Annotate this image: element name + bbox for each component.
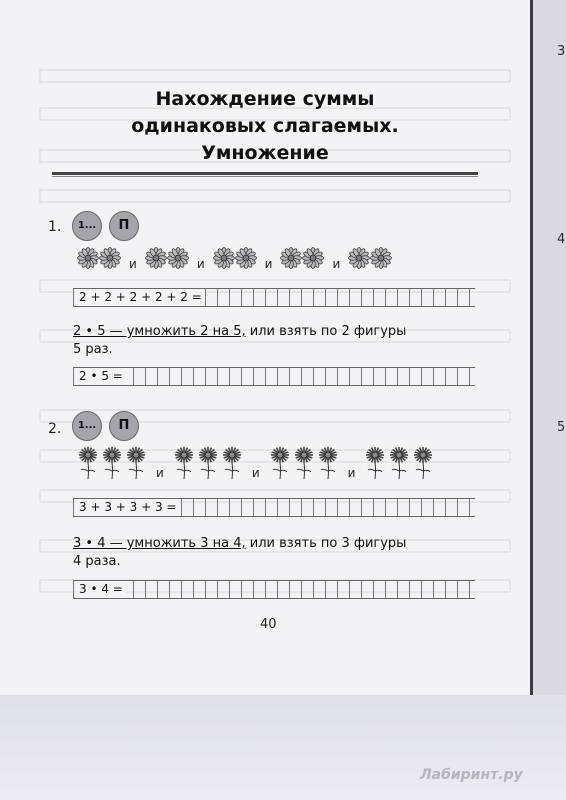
product-expression: 2 • 5 = bbox=[76, 368, 126, 385]
task-2-number: 2. bbox=[48, 421, 62, 437]
daisy-icon bbox=[235, 247, 257, 269]
daisy-icon bbox=[370, 247, 392, 269]
daisy-icon bbox=[99, 247, 121, 269]
task-1-p-badge: П bbox=[109, 211, 139, 241]
task-1-explanation bbox=[73, 323, 406, 359]
aster-icon bbox=[172, 446, 196, 480]
edge-number: 5 bbox=[557, 420, 566, 435]
task-1-level-badge: 1... bbox=[72, 211, 102, 241]
conjunction: и bbox=[332, 257, 341, 271]
edge-number: 4 bbox=[557, 232, 566, 247]
explanation-rest: или взять по 2 фигуры bbox=[245, 324, 407, 339]
watermark-logo: Лабиринт.ру bbox=[420, 767, 523, 783]
task-1-number: 1. bbox=[48, 219, 62, 235]
task-1-flowers bbox=[77, 247, 392, 269]
daisy-icon bbox=[302, 247, 324, 269]
explanation-line-2: 5 раз. bbox=[73, 342, 113, 357]
aster-icon bbox=[411, 446, 435, 480]
conjunction: и bbox=[196, 257, 205, 271]
explanation-line-2: 4 раза. bbox=[73, 554, 121, 569]
aster-icon bbox=[268, 446, 292, 480]
task-2-flowers bbox=[76, 446, 435, 480]
aster-icon bbox=[220, 446, 244, 480]
sum-expression: 2 + 2 + 2 + 2 + 2 = bbox=[76, 289, 205, 306]
conjunction: и bbox=[251, 466, 260, 480]
daisy-icon bbox=[213, 247, 235, 269]
aster-icon bbox=[196, 446, 220, 480]
conjunction: и bbox=[156, 466, 164, 480]
aster-icon bbox=[363, 446, 387, 480]
sum-expression: 3 + 3 + 3 + 3 = bbox=[76, 499, 179, 516]
daisy-icon bbox=[348, 247, 370, 269]
aster-icon bbox=[124, 446, 148, 480]
conjunction: и bbox=[264, 257, 273, 271]
aster-icon bbox=[387, 446, 411, 480]
title-divider bbox=[52, 172, 478, 175]
aster-icon bbox=[316, 446, 340, 480]
explanation-underlined: 2 • 5 — умножить 2 на 5, bbox=[73, 324, 246, 339]
next-page-edge bbox=[530, 0, 566, 695]
title-line-2: одинаковых слагаемых. bbox=[131, 115, 399, 137]
aster-icon bbox=[100, 446, 124, 480]
daisy-icon bbox=[145, 247, 167, 269]
task-2-p-badge: П bbox=[109, 411, 139, 441]
product-answer-row[interactable] bbox=[73, 367, 475, 386]
explanation-underlined: 3 • 4 — умножить 3 на 4, bbox=[73, 536, 246, 551]
page-title bbox=[60, 86, 470, 167]
sum-answer-row[interactable] bbox=[73, 498, 475, 517]
explanation-rest: или взять по 3 фигуры bbox=[245, 536, 407, 551]
edge-number: 3 bbox=[557, 44, 566, 59]
daisy-icon bbox=[167, 247, 189, 269]
task-2-explanation bbox=[73, 535, 406, 571]
title-divider-thin bbox=[52, 176, 478, 177]
aster-icon bbox=[76, 446, 100, 480]
task-2-level-badge: 1... bbox=[72, 411, 102, 441]
conjunction: и bbox=[129, 257, 137, 271]
aster-icon bbox=[292, 446, 316, 480]
product-answer-row[interactable] bbox=[73, 580, 475, 599]
product-expression: 3 • 4 = bbox=[76, 581, 126, 598]
sum-answer-row[interactable] bbox=[73, 288, 475, 307]
page-number: 40 bbox=[260, 617, 277, 632]
conjunction: и bbox=[347, 466, 356, 480]
daisy-icon bbox=[280, 247, 302, 269]
title-line-3: Умножение bbox=[201, 142, 329, 164]
title-line-1: Нахождение суммы bbox=[155, 88, 375, 110]
daisy-icon bbox=[77, 247, 99, 269]
scan-background bbox=[0, 695, 566, 800]
